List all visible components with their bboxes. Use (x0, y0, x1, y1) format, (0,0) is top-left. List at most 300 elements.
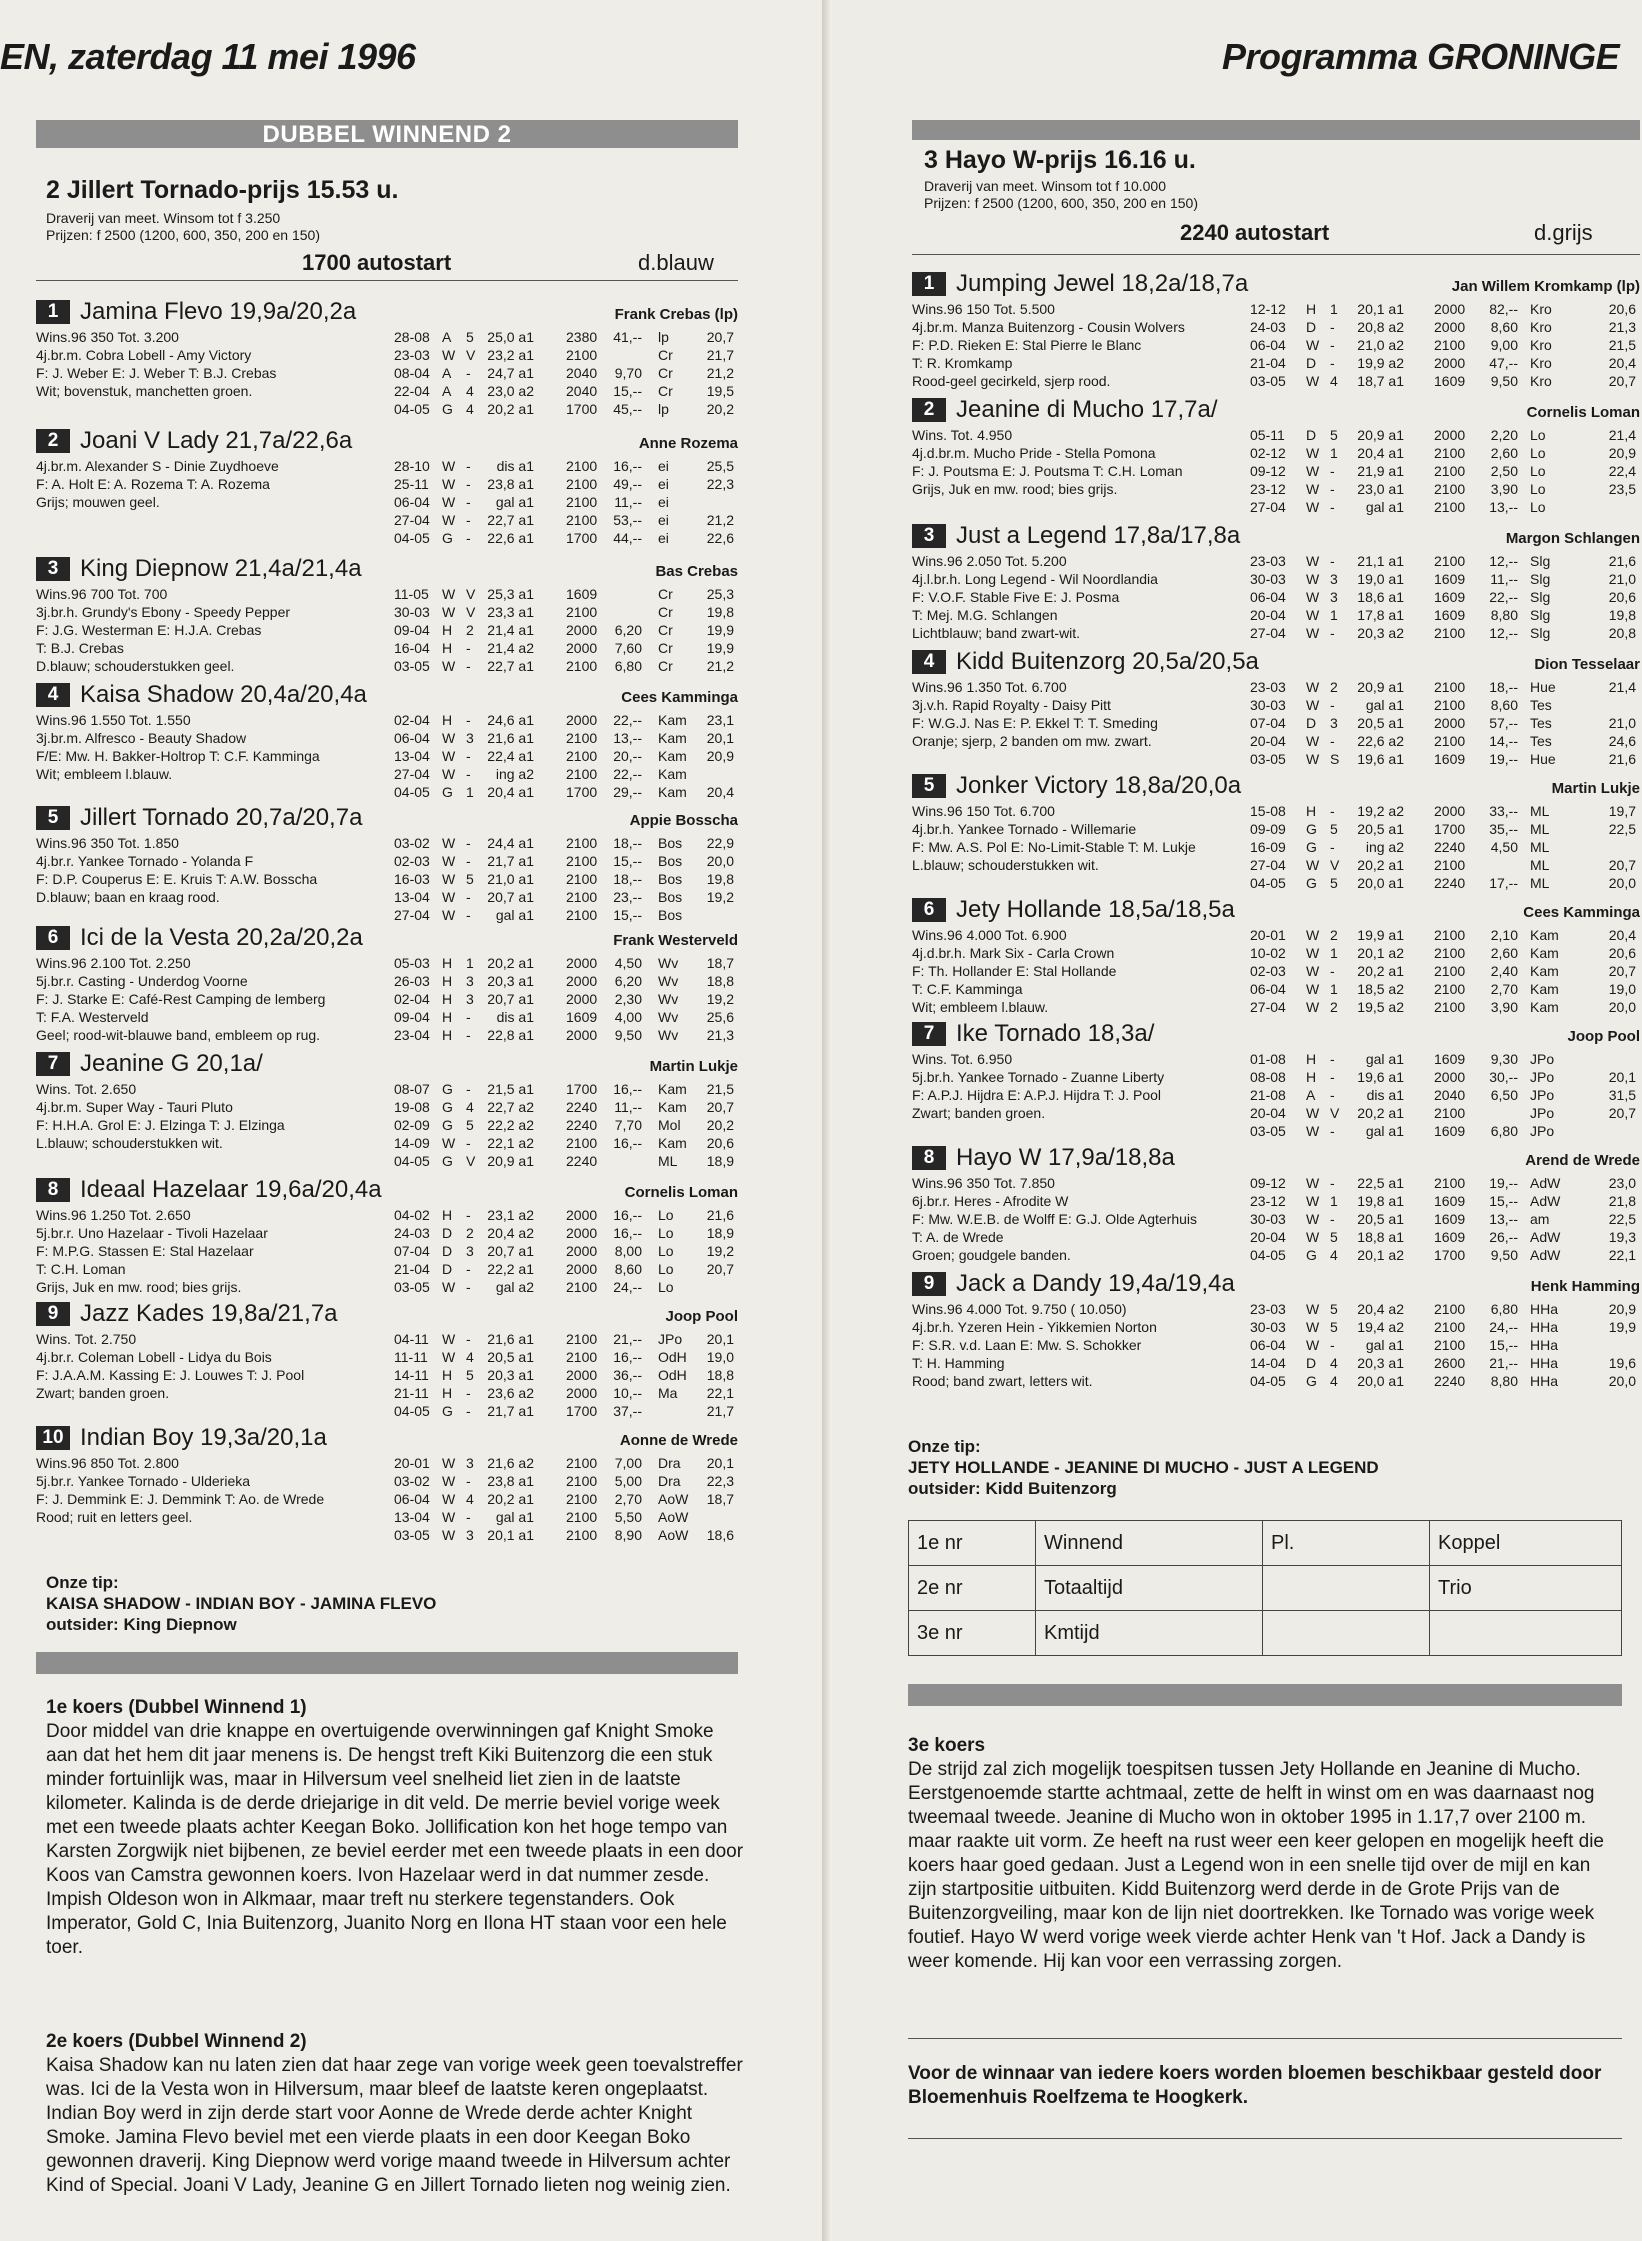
result-row (1250, 1068, 1640, 1086)
result-row (394, 603, 738, 621)
result-cell: ei (658, 530, 669, 546)
result-cell: 2100 (566, 1279, 598, 1295)
result-cell: 5,50 (614, 1509, 642, 1525)
result-cell: 25,5 (706, 458, 734, 474)
result-cell: W (442, 1455, 456, 1471)
result-cell: 15-08 (1250, 803, 1286, 819)
result-cell: 20,8 a2 (1357, 319, 1404, 335)
result-cell: 2,60 (1490, 445, 1518, 461)
result-cell: - (1330, 697, 1335, 713)
result-cell: 02-03 (394, 853, 430, 869)
horse-details (912, 1300, 1640, 1392)
result-cell: 20,2 a1 (487, 1491, 534, 1507)
result-cell: Lo (658, 1261, 674, 1277)
info-line: 3j.v.h. Rapid Royalty - Daisy Pitt (912, 697, 1111, 713)
result-cell: 2000 (1434, 301, 1466, 317)
result-cell: 20,3 a1 (487, 973, 534, 989)
result-cell: 20,4 (1608, 355, 1636, 371)
result-cell: 30-03 (1250, 1211, 1286, 1227)
result-row (1250, 820, 1640, 838)
result-cell: 21,7 a1 (487, 1403, 534, 1419)
result-cell: 21,4 a2 (487, 640, 534, 656)
result-cell: 23-03 (1250, 1301, 1286, 1317)
result-cell: Cr (658, 383, 673, 399)
result-cell: D (442, 1243, 453, 1259)
betting-grid (908, 1520, 1622, 1656)
info-line: Wins.96 1.250 Tot. 2.650 (36, 1207, 191, 1223)
result-cell: D (1306, 427, 1317, 443)
result-cell: Hue (1530, 679, 1556, 695)
result-cell: 18,9 (706, 1225, 734, 1241)
result-cell: 07-04 (394, 1243, 430, 1259)
race2-commentary (46, 2030, 746, 2198)
result-row (1250, 462, 1640, 480)
result-cell: - (1330, 553, 1335, 569)
result-cell: 2100 (1434, 481, 1466, 497)
result-cell: 04-05 (1250, 1247, 1286, 1263)
result-cell: Cr (658, 365, 673, 381)
info-line: 4j.br.m. Manza Buitenzorg - Cousin Wolvers (912, 319, 1185, 335)
driver-name: Cornelis Loman (624, 1184, 738, 1201)
result-cell: 22,7 a1 (487, 512, 534, 528)
result-cell: - (466, 712, 471, 728)
result-cell: 1700 (566, 1403, 598, 1419)
result-cell: W (442, 907, 456, 923)
result-cell: 1609 (1434, 751, 1466, 767)
result-cell: G (442, 1153, 453, 1169)
result-cell: W (1306, 373, 1320, 389)
result-row (1250, 1228, 1640, 1246)
horse-entry (36, 1176, 738, 1298)
result-cell: 1609 (1434, 1123, 1466, 1139)
result-cell: Lo (658, 1225, 674, 1241)
result-cell: W (442, 658, 456, 674)
result-cell: V (1330, 857, 1340, 873)
result-cell: 3 (466, 1527, 474, 1543)
result-row (1250, 926, 1640, 944)
start-number: 3 (912, 524, 946, 548)
horse-name: Jazz Kades 19,8a/21,7a (80, 1300, 338, 1327)
result-cell: Kam (1530, 999, 1559, 1015)
result-cell: 23,3 a1 (487, 604, 534, 620)
result-cell: 13-04 (394, 889, 430, 905)
result-cell: W (442, 1509, 456, 1525)
result-cell: 5 (466, 1117, 474, 1133)
result-cell: 2100 (1434, 463, 1466, 479)
result-cell: HHa (1530, 1301, 1559, 1317)
info-line: 4j.br.r. Yankee Tornado - Yolanda F (36, 853, 254, 869)
result-cell: 5 (466, 871, 474, 887)
horse-entry (912, 1144, 1640, 1266)
info-line: F: J. Starke E: Café-Rest Camping de lemberg (36, 991, 326, 1007)
info-line: Wins. Tot. 2.650 (36, 1081, 137, 1097)
result-cell: 5 (466, 329, 474, 345)
tip-label: Onze tip: (46, 1573, 119, 1592)
result-cell: 23,1 a2 (487, 1207, 534, 1223)
result-cell: 25,3 (706, 586, 734, 602)
result-cell: 2000 (566, 955, 598, 971)
results-table (1250, 1300, 1640, 1390)
info-line: F: S.R. v.d. Laan E: Mw. S. Schokker (912, 1337, 1142, 1353)
result-cell: 20,8 (1608, 625, 1636, 641)
result-cell: 1700 (1434, 821, 1466, 837)
result-cell: 06-04 (1250, 1337, 1286, 1353)
result-cell: 2,30 (614, 991, 642, 1007)
result-cell: 1609 (1434, 373, 1466, 389)
horse-header (36, 427, 738, 457)
result-cell: Kam (658, 784, 687, 800)
result-cell: 30-03 (1250, 697, 1286, 713)
result-cell: 2000 (566, 1027, 598, 1043)
result-cell: 06-04 (394, 1491, 430, 1507)
result-cell: 20,0 (1608, 1373, 1636, 1389)
result-cell: 2100 (1434, 697, 1466, 713)
result-cell: 2100 (1434, 1105, 1466, 1121)
result-row (394, 657, 738, 675)
info-line: 4j.br.m. Cobra Lobell - Amy Victory (36, 347, 252, 363)
result-cell: H (1306, 301, 1317, 317)
info-line: F: D.P. Couperus E: E. Kruis T: A.W. Bosscha (36, 871, 318, 887)
info-line: T: R. Kromkamp (912, 355, 1013, 371)
result-cell: G (1306, 821, 1317, 837)
horse-entry (36, 681, 738, 803)
result-cell: Slg (1530, 607, 1551, 623)
result-cell: 21,7 a1 (487, 853, 534, 869)
result-cell: W (1306, 679, 1320, 695)
results-table (394, 1454, 738, 1544)
horse-header (912, 1144, 1640, 1174)
horse-name: Jonker Victory 18,8a/20,0a (956, 772, 1242, 799)
result-cell: 23,8 a1 (487, 476, 534, 492)
result-cell: - (1330, 839, 1335, 855)
horse-entry (912, 396, 1640, 518)
horse-entry (912, 1270, 1640, 1392)
result-row (1250, 372, 1640, 390)
result-cell: JPo (1530, 1105, 1555, 1121)
result-cell: 3 (466, 730, 474, 746)
result-cell: 09-09 (1250, 821, 1286, 837)
result-cell: 2100 (1434, 981, 1466, 997)
result-row (1250, 1354, 1640, 1372)
result-cell: W (442, 1135, 456, 1151)
result-cell: 2,70 (1490, 981, 1518, 997)
result-cell: 16,-- (613, 1349, 642, 1365)
result-cell: 2000 (566, 1367, 598, 1383)
result-row (1250, 318, 1640, 336)
result-cell: gal a1 (1365, 499, 1404, 515)
result-cell: 24-03 (394, 1225, 430, 1241)
result-cell: 20,5 a1 (1357, 715, 1404, 731)
result-row (394, 1348, 738, 1366)
result-cell: 9,50 (1490, 373, 1518, 389)
result-row (1250, 1104, 1640, 1122)
result-cell: JPo (658, 1331, 683, 1347)
result-cell: 2000 (566, 640, 598, 656)
race1-text: Door middel van drie knappe en overtuigende overwinningen gaf Knight Smoke aan dat het hem dit jaar menens is. De hengst treft Kiki Buitenzorg die een stuk minder fortuinlijk was, maar in Hilversum veel snelheid liet zien in de laatste kilometer. Kalinda is de derde driejarige in dit veld. De merrie beviel vorige week met een tweede plaats achter Keegan Boko. Jollification kon het hoge tempo van Karsten Zorgwijk niet bijbenen, ze beviel eerder met een tweede plaats in een door Koos van Camstra gewonnen koers. Ivon Hazelaar werd in dat nummer zesde. Impish Oldeson won in Alkmaar, maar treft nu sterkere tegenstanders. Ook Imperator, Gold C, Inia Buitenzorg, Juanito Norg en Ilona HT staan voor een hele toer. (46, 1721, 744, 1958)
horse-header (912, 896, 1640, 926)
result-cell: 8,80 (1490, 1373, 1518, 1389)
result-cell: 15,-- (613, 853, 642, 869)
result-cell: 4 (466, 383, 474, 399)
result-cell: G (1306, 839, 1317, 855)
result-cell: 21,0 (1608, 715, 1636, 731)
result-row (394, 1242, 738, 1260)
result-cell: am (1530, 1211, 1550, 1227)
result-cell: - (466, 494, 471, 510)
driver-name: Frank Westerveld (613, 932, 738, 949)
result-cell: 23-12 (1250, 481, 1286, 497)
result-cell: 18,6 a1 (1357, 589, 1404, 605)
result-cell: 2240 (1434, 839, 1466, 855)
result-row (394, 1454, 738, 1472)
horse-name: Kidd Buitenzorg 20,5a/20,5a (956, 648, 1259, 675)
tip-outsider: outsider: Kidd Buitenzorg (908, 1479, 1117, 1498)
info-line: D.blauw; baan en kraag rood. (36, 889, 220, 905)
result-cell: 08-07 (394, 1081, 430, 1097)
page-header-program: Programma GRONINGE (1222, 36, 1620, 77)
result-cell: W (442, 1527, 456, 1543)
result-cell: 2100 (566, 512, 598, 528)
race-prizes: Prijzen: f 2500 (1200, 600, 350, 200 en 150) (924, 195, 1198, 211)
result-row (394, 906, 738, 924)
result-cell: - (466, 476, 471, 492)
result-cell: - (466, 658, 471, 674)
result-cell: Lo (658, 1207, 674, 1223)
start-number: 8 (912, 1146, 946, 1170)
horse-entry (36, 555, 738, 677)
result-cell: 21,0 (1608, 571, 1636, 587)
result-cell: Lo (658, 1279, 674, 1295)
result-cell: W (1306, 963, 1320, 979)
result-cell: 08-04 (394, 365, 430, 381)
result-cell: 1700 (566, 530, 598, 546)
info-line: L.blauw; schouderstukken wit. (912, 857, 1099, 873)
result-cell: H (442, 712, 453, 728)
result-cell: - (466, 1207, 471, 1223)
result-cell: 2040 (566, 383, 598, 399)
result-cell: 22,2 a1 (487, 1261, 534, 1277)
result-cell: 3 (466, 973, 474, 989)
start-number: 3 (36, 557, 70, 581)
result-cell: Cr (658, 586, 673, 602)
result-cell: 20,7 (706, 1099, 734, 1115)
result-cell: gal a1 (495, 494, 534, 510)
result-row (394, 1508, 738, 1526)
driver-name: Arend de Wrede (1525, 1152, 1640, 1169)
result-cell: 03-05 (1250, 373, 1286, 389)
info-line: 4j.br.h. Yzeren Hein - Yikkemien Norton (912, 1319, 1157, 1335)
result-cell: 19,2 a2 (1357, 803, 1404, 819)
result-cell: 23-03 (1250, 553, 1286, 569)
result-cell: 2100 (566, 458, 598, 474)
result-cell: 2100 (566, 494, 598, 510)
result-cell: W (1306, 463, 1320, 479)
info-line: Lichtblauw; band zwart-wit. (912, 625, 1081, 641)
result-cell: 23,-- (613, 889, 642, 905)
results-table (394, 1080, 738, 1170)
result-row (394, 328, 738, 346)
result-cell: 21-04 (1250, 355, 1286, 371)
result-cell: 2380 (566, 329, 598, 345)
result-cell: Tes (1530, 733, 1552, 749)
result-cell: W (1306, 1175, 1320, 1191)
info-line: Wins.96 4.000 Tot. 6.900 (912, 927, 1067, 943)
result-cell: gal a1 (1365, 1337, 1404, 1353)
result-cell: 22,3 (706, 476, 734, 492)
info-line: Rood; ruit en letters geel. (36, 1509, 193, 1525)
result-cell: 22,-- (613, 766, 642, 782)
result-cell: 22,6 a1 (487, 530, 534, 546)
result-cell: 47,-- (1489, 355, 1518, 371)
result-cell: 28-08 (394, 329, 430, 345)
result-cell: 21,6 (1608, 553, 1636, 569)
result-cell: 19,6 (1608, 1355, 1636, 1371)
result-cell: 49,-- (613, 476, 642, 492)
result-cell: ing a2 (495, 766, 534, 782)
result-cell: V (466, 604, 476, 620)
result-cell: Bos (658, 889, 683, 905)
result-cell: W (1306, 999, 1320, 1015)
result-cell: Kam (658, 712, 687, 728)
result-cell: 2 (1330, 927, 1338, 943)
result-cell: Kam (1530, 981, 1559, 997)
result-cell: 19,9 (1608, 1319, 1636, 1335)
result-cell: ML (1530, 857, 1550, 873)
info-line: Wins.96 150 Tot. 5.500 (912, 301, 1055, 317)
result-cell: 11,-- (614, 494, 642, 510)
driver-name: Frank Crebas (lp) (614, 306, 738, 323)
result-cell: 25,3 a1 (487, 586, 534, 602)
result-cell: D (442, 1225, 453, 1241)
result-cell: W (1306, 553, 1320, 569)
info-line: Geel; rood-wit-blauwe band, embleem op rug. (36, 1027, 321, 1043)
result-cell: 2000 (566, 1261, 598, 1277)
horse-header (36, 924, 738, 954)
result-cell: 09-12 (1250, 463, 1286, 479)
result-cell: W (1306, 1123, 1320, 1139)
result-cell: 27-04 (1250, 857, 1286, 873)
info-line: T: C.H. Loman (36, 1261, 126, 1277)
result-cell: 16,-- (613, 1225, 642, 1241)
horse-header (36, 555, 738, 585)
result-cell: 3 (466, 1243, 474, 1259)
info-line: Wit; embleem l.blauw. (36, 766, 173, 782)
result-cell: 05-03 (394, 955, 430, 971)
result-cell: 2040 (1434, 1087, 1466, 1103)
result-cell: 06-04 (394, 494, 430, 510)
horse-name: Jety Hollande 18,5a/18,5a (956, 896, 1235, 923)
result-cell: 10-02 (1250, 945, 1286, 961)
race-distance: 2240 autostart (1180, 220, 1330, 245)
result-cell: 4 (466, 401, 474, 417)
result-cell: 22,5 (1608, 821, 1636, 837)
result-cell: 2 (1330, 679, 1338, 695)
result-cell: 21,6 (1608, 751, 1636, 767)
horse-info (912, 678, 1158, 750)
result-cell: - (1330, 803, 1335, 819)
result-row (394, 747, 738, 765)
result-cell: 13,-- (1489, 1211, 1518, 1227)
result-cell: JPo (1530, 1069, 1555, 1085)
result-cell: - (1330, 1087, 1335, 1103)
result-cell: 20,6 (706, 1135, 734, 1151)
result-cell: Lo (1530, 427, 1546, 443)
result-cell: 23,6 a2 (487, 1385, 534, 1401)
result-cell: 2000 (1434, 355, 1466, 371)
result-cell: 20,4 a1 (1357, 445, 1404, 461)
result-cell: 19,9 a1 (1357, 927, 1404, 943)
result-row (1250, 750, 1640, 768)
result-cell: 18,8 a1 (1357, 1229, 1404, 1245)
start-number: 4 (36, 683, 70, 707)
result-cell: 19,0 (1608, 981, 1636, 997)
result-cell: 02-04 (394, 712, 430, 728)
result-cell: 2100 (566, 1331, 598, 1347)
race-distance: 1700 autostart (302, 250, 452, 275)
grid-row (909, 1611, 1622, 1656)
result-cell: - (466, 1473, 471, 1489)
result-cell: 19-08 (394, 1099, 430, 1115)
result-cell: 04-11 (394, 1331, 429, 1347)
result-cell: - (466, 853, 471, 869)
result-cell: H (442, 622, 453, 638)
result-cell: W (442, 512, 456, 528)
result-cell: Kam (1530, 945, 1559, 961)
driver-name: Joop Pool (665, 1308, 738, 1325)
results-table (1250, 678, 1640, 768)
result-cell: 23,1 (706, 712, 734, 728)
info-line: Wins.96 1.550 Tot. 1.550 (36, 712, 191, 728)
horse-entry (36, 924, 738, 1046)
result-cell: Wv (658, 955, 679, 971)
result-cell: 1 (1330, 301, 1338, 317)
race2-text: Kaisa Shadow kan nu laten zien dat haar zege van vorige week geen toevalstreffer was. Ici de la Vesta won in Hilversum, maar bleef de laatste keren ongeplaatst. Indian Boy werd in zijn derde start voor Aonne de Wrede derde achter Knight Smoke. Jamina Flevo beviel met een vierde plaats in een door Keegan Boko gewonnen draverij. King Diepnow werd vorige maand tweede in Hilversum achter Kind of Special. Joani V Lady, Jeanine G en Jillert Tornado lieten nog weinig zien. (46, 2055, 743, 2196)
result-cell: 23,0 (1608, 1175, 1636, 1191)
start-number: 4 (912, 650, 946, 674)
result-cell: 2100 (566, 835, 598, 851)
result-cell: 18,-- (613, 871, 642, 887)
horse-entry (36, 804, 738, 926)
result-cell: 04-05 (394, 784, 430, 800)
grid-row (909, 1566, 1622, 1611)
result-cell: 2100 (566, 853, 598, 869)
driver-name: Appie Bosscha (629, 812, 738, 829)
info-line: Wins.96 2.100 Tot. 2.250 (36, 955, 191, 971)
race3-text: De strijd zal zich mogelijk toespitsen tussen Jety Hollande en Jeanine di Mucho. Eerstgenoemde startte achtmaal, zette de helft in winst om en was daarnaast nog tweemaal tweede. Jeanine di Mucho won in oktober 1995 in 1.17,7 over 2100 m. maar raakte uit vorm. Ze heeft na rust weer een keer gelopen en mogelijk heeft die koers haar goed gedaan. Just a Legend won in een snelle tijd over de mijl en kan zijn startpositie uitbuiten. Kidd Buitenzorg werd derde in de Grote Prijs van de Buitenzorgveiling, maar kon de lijn niet doortrekken. Ike Tornado was vorige week foutief. Hayo W werd vorige week vierde achter Henk van 't Hof. Jack a Dandy is weer komende. Hij kan voor een verrassing zorgen. (908, 1759, 1604, 1972)
result-row (394, 1330, 738, 1348)
horse-header (912, 396, 1640, 426)
result-row (394, 783, 738, 801)
horse-info (36, 1330, 304, 1402)
results-table (1250, 552, 1640, 642)
result-cell: 19,8 a1 (1357, 1193, 1404, 1209)
result-cell: W (442, 730, 456, 746)
info-line: Wins.96 1.350 Tot. 6.700 (912, 679, 1067, 695)
result-cell: 41,-- (613, 329, 642, 345)
result-cell: - (466, 1261, 471, 1277)
result-cell: 14,-- (1489, 733, 1518, 749)
result-cell: ei (658, 512, 669, 528)
result-cell: 11,-- (1490, 571, 1518, 587)
result-cell: 4,50 (614, 955, 642, 971)
horse-details (36, 1330, 738, 1422)
horse-details (36, 585, 738, 677)
result-cell: 20,9 (1608, 445, 1636, 461)
driver-name: Jan Willem Kromkamp (lp) (1451, 278, 1640, 295)
result-cell: 23-03 (394, 347, 430, 363)
info-line: F: Th. Hollander E: Stal Hollande (912, 963, 1117, 979)
result-cell: 20,9 a1 (1357, 679, 1404, 695)
